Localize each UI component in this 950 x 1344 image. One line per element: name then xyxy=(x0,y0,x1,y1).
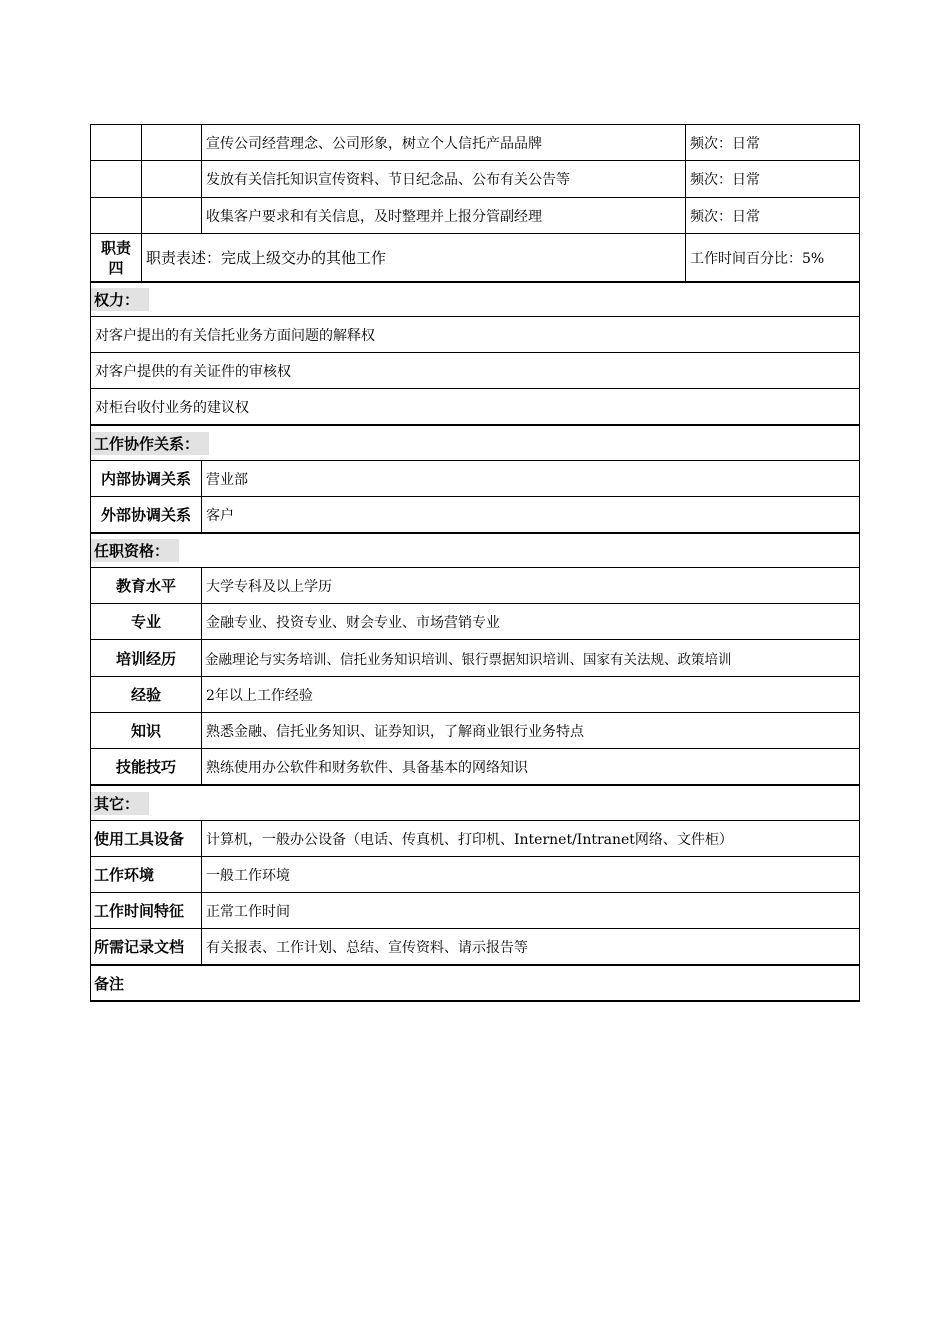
remarks-row xyxy=(90,966,860,1002)
duty-task-frequency: 频次：日常 xyxy=(690,172,760,188)
row-label: 专业 xyxy=(130,613,161,631)
job-description-table xyxy=(90,124,860,1002)
others-row xyxy=(90,929,860,966)
duty-four-row xyxy=(90,234,860,283)
row-value: 熟悉金融、信托业务知识、证券知识，了解商业银行业务特点 xyxy=(206,723,584,740)
authority-item: 对柜台收付业务的建议权 xyxy=(90,389,860,426)
qualification-row xyxy=(90,640,860,677)
qualification-row xyxy=(90,713,860,749)
row-label: 外部协调关系 xyxy=(100,506,191,524)
row-label: 培训经历 xyxy=(115,649,176,668)
row-label: 使用工具设备 xyxy=(94,830,185,848)
row-value: 有关报表、工作计划、总结、宣传资料、请示报告等 xyxy=(206,939,528,956)
duty-task-row xyxy=(90,124,860,161)
remarks-label: 备注 xyxy=(94,974,125,993)
duty-task-frequency: 频次：日常 xyxy=(690,135,760,152)
row-label: 所需记录文档 xyxy=(94,938,185,956)
duty-task-text: 宣传公司经营理念、公司形象，树立个人信托产品品牌 xyxy=(206,135,542,152)
authority-section-header xyxy=(90,283,860,317)
row-label: 知识 xyxy=(130,722,161,740)
row-value: 正常工作时间 xyxy=(206,903,290,920)
section-title: 权力： xyxy=(91,288,149,311)
row-value: 客户 xyxy=(206,507,234,524)
row-value: 计算机，一般办公设备（电话、传真机、打印机、Internet/Intranet网络、文件柜） xyxy=(206,831,733,848)
duty-four-time-percentage: 工作时间百分比：5% xyxy=(690,250,825,267)
authority-item: 对客户提供的有关证件的审核权 xyxy=(90,353,860,389)
row-value: 熟练使用办公软件和财务软件、具备基本的网络知识 xyxy=(206,759,528,776)
row-label: 技能技巧 xyxy=(115,758,176,776)
row-value: 大学专科及以上学历 xyxy=(206,578,332,595)
qualification-row xyxy=(90,749,860,786)
section-title: 工作协作关系： xyxy=(91,432,209,455)
duty-four-description: 职责表述：完成上级交办的其他工作 xyxy=(146,249,387,267)
relations-row xyxy=(90,461,860,497)
section-title: 任职资格： xyxy=(91,539,179,562)
row-value: 2年以上工作经验 xyxy=(206,687,313,704)
row-label: 工作时间特征 xyxy=(94,902,185,920)
row-label: 工作环境 xyxy=(94,866,155,884)
qualification-row xyxy=(90,568,860,604)
authority-item: 对客户提出的有关信托业务方面问题的解释权 xyxy=(90,317,860,353)
qualification-row xyxy=(90,677,860,713)
qualification-row xyxy=(90,604,860,640)
duty-task-text: 发放有关信托知识宣传资料、节日纪念品、公布有关公告等 xyxy=(206,172,570,188)
relations-section-header xyxy=(90,426,860,461)
duty-task-row xyxy=(90,198,860,234)
duty-four-label: 职责 四 xyxy=(100,238,131,277)
section-title: 其它： xyxy=(91,792,149,815)
row-label: 内部协调关系 xyxy=(100,470,191,488)
row-value: 金融理论与实务培训、信托业务知识培训、银行票据知识培训、国家有关法规、政策培训 xyxy=(205,652,732,668)
others-row xyxy=(90,893,860,929)
relations-row xyxy=(90,497,860,534)
row-value: 金融专业、投资专业、财会专业、市场营销专业 xyxy=(206,614,500,631)
qualifications-section-header xyxy=(90,534,860,568)
row-label: 经验 xyxy=(130,686,161,704)
duty-task-text: 收集客户要求和有关信息，及时整理并上报分管副经理 xyxy=(206,208,542,225)
others-row xyxy=(90,857,860,893)
duty-task-row xyxy=(90,161,860,198)
others-section-header xyxy=(90,786,860,821)
others-row xyxy=(90,821,860,857)
row-label: 教育水平 xyxy=(115,577,176,595)
row-value: 营业部 xyxy=(206,471,248,488)
row-value: 一般工作环境 xyxy=(206,867,290,884)
duty-task-frequency: 频次：日常 xyxy=(690,208,760,225)
